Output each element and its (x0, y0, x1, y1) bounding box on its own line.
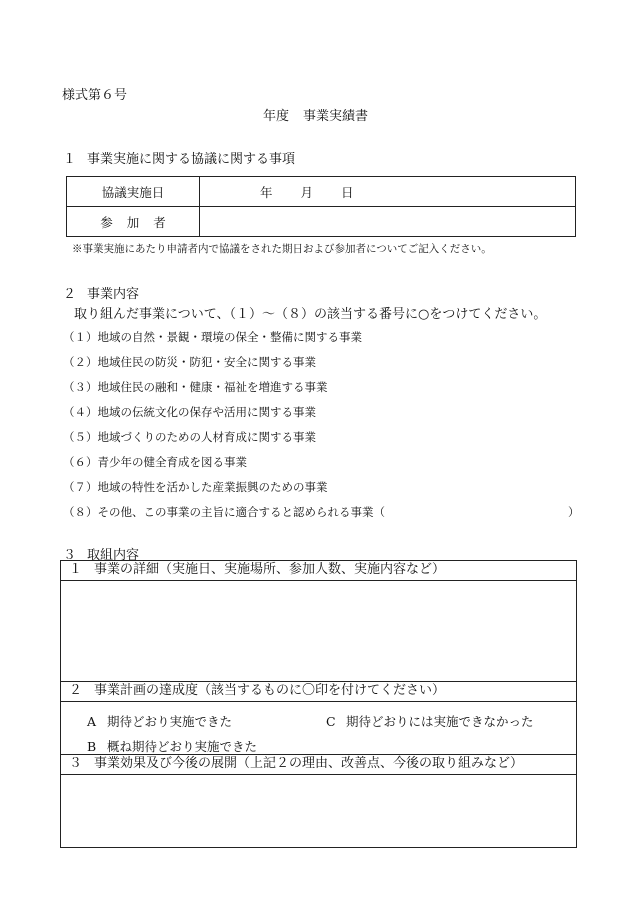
option-c[interactable] (326, 712, 534, 730)
option-c-text: 期待どおりには実施できなかった (346, 714, 534, 729)
section-1-number: １ (63, 152, 77, 167)
list-item[interactable] (63, 427, 385, 452)
option-b[interactable] (87, 737, 257, 755)
list-item-text: （６）青少年の健全育成を図る事業 (63, 455, 247, 469)
list-item[interactable] (63, 477, 385, 502)
consultation-date-row (67, 177, 576, 207)
outcomes-title: 事業効果及び今後の展開（上記２の理由、改善点、今後の取り組みなど） (94, 756, 524, 771)
outcomes-header (61, 755, 576, 775)
consultation-date-label: 協議実施日 (67, 177, 200, 207)
outcomes-field[interactable] (61, 775, 576, 847)
section-2-heading (63, 283, 139, 302)
list-item[interactable] (63, 327, 385, 352)
list-item-text: （３）地域住民の融和・健康・福祉を増進する事業 (63, 380, 328, 394)
list-item[interactable] (63, 352, 385, 377)
list-item-text: （８）その他、この事業の主旨に適合すると認められる事業（ (63, 505, 385, 519)
section-2-number: ２ (63, 287, 77, 302)
list-item[interactable] (63, 502, 580, 527)
title-year: 年度 (263, 109, 290, 124)
option-c-key: C (326, 714, 336, 729)
date-month-unit: 月 (300, 184, 314, 200)
list-item[interactable] (63, 402, 385, 427)
achievement-number: ２ (69, 683, 83, 698)
details-header (61, 561, 576, 581)
participants-label-char: 参 (100, 214, 113, 230)
project-category-list (63, 327, 580, 527)
document-title (263, 105, 368, 124)
date-year-unit: 年 (260, 184, 273, 200)
participants-field[interactable] (200, 207, 576, 237)
participants-row (67, 207, 576, 237)
achievement-title: 事業計画の達成度（該当するものに〇印を付けてください） (94, 683, 446, 698)
title-main: 事業実績書 (303, 109, 369, 124)
section-2-title: 事業内容 (87, 287, 140, 302)
option-a[interactable] (87, 712, 232, 730)
achievement-options (61, 702, 576, 755)
list-item-text: （５）地域づくりのための人材育成に関する事業 (63, 430, 316, 444)
section-1-note: ※事業実施にあたり申請者内で協議をされた期日および参加者についてご記入ください。 (72, 243, 492, 255)
option-a-text: 期待どおり実施できた (107, 714, 233, 729)
outcomes-number: ３ (69, 756, 83, 771)
section-1-title: 事業実施に関する協議に関する事項 (87, 152, 296, 167)
list-item-text: （７）地域の特性を活かした産業振興のための事業 (63, 480, 328, 494)
list-item[interactable] (63, 452, 385, 477)
form-number: 様式第６号 (62, 88, 128, 103)
participants-label (67, 207, 200, 237)
consultation-table (66, 176, 576, 237)
details-title: 事業の詳細（実施日、実施場所、参加人数、実施内容など） (94, 562, 446, 577)
list-item-text: （１）地域の自然・景観・環境の保全・整備に関する事業 (63, 330, 362, 344)
option-b-key: B (87, 739, 97, 754)
achievement-header (61, 682, 576, 702)
list-item[interactable] (63, 377, 385, 402)
section-3-title: 取組内容 (87, 548, 140, 563)
date-day-unit: 日 (341, 184, 354, 200)
consultation-date-field[interactable] (200, 177, 576, 207)
other-close-paren: ） (568, 505, 580, 519)
details-number: １ (69, 562, 83, 577)
option-a-key: A (87, 714, 97, 729)
section-3-number: ３ (63, 548, 77, 563)
list-item-text: （２）地域住民の防災・防犯・安全に関する事業 (63, 355, 316, 369)
activity-table (60, 560, 577, 848)
participants-label-char: 加 (126, 214, 140, 230)
participants-label-char: 者 (153, 214, 166, 230)
option-b-text: 概ね期待どおり実施できた (107, 739, 258, 754)
list-item-text: （４）地域の伝統文化の保存や活用に関する事業 (63, 405, 316, 419)
section-1-heading (63, 148, 295, 167)
details-field[interactable] (61, 581, 576, 682)
section-2-instruction: 取り組んだ事業について、（１）～（８）の該当する番号に○をつけてください。 (74, 307, 547, 322)
